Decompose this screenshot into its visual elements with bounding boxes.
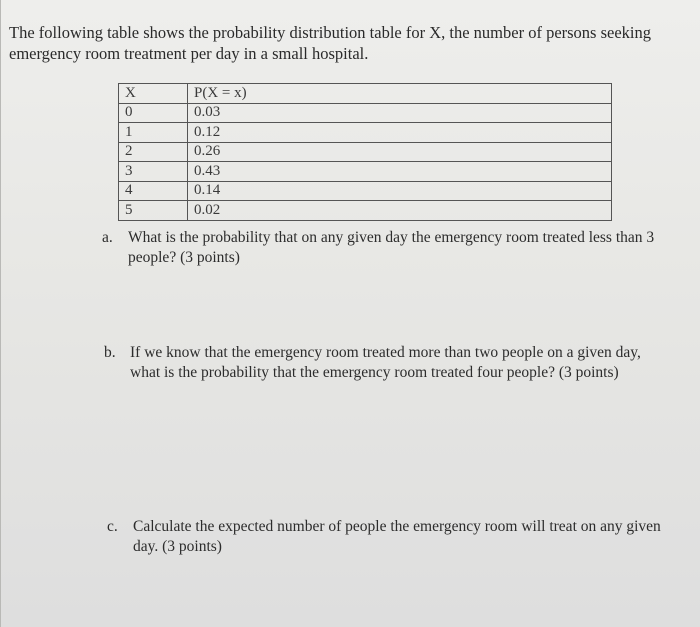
- probability-value: 0.26: [188, 142, 612, 162]
- probability-value: 0.12: [188, 123, 612, 143]
- probability-value: 0.43: [188, 162, 612, 182]
- probability-table: [118, 83, 612, 221]
- probability-value: 0.03: [188, 103, 612, 123]
- probability-value: 0.14: [188, 181, 612, 201]
- table-row: [119, 103, 612, 123]
- question-a-label: a.: [102, 229, 113, 246]
- table-row: [119, 123, 612, 143]
- question-a-text: What is the probability that on any given day the emergency room treated less than 3 people? (3 points): [128, 229, 655, 266]
- table-row: [119, 162, 612, 182]
- x-value: 4: [119, 181, 188, 201]
- probability-value: 0.02: [188, 201, 612, 221]
- header-probability: P(X = x): [188, 84, 612, 104]
- question-b-label: b.: [104, 344, 116, 361]
- table-row: [119, 142, 612, 162]
- x-value: 3: [119, 162, 188, 182]
- x-value: 5: [119, 201, 188, 221]
- x-value: 2: [119, 142, 188, 162]
- x-value: 0: [119, 103, 188, 123]
- header-x: X: [119, 84, 188, 104]
- table-row: [119, 201, 612, 221]
- question-c-label: c.: [107, 518, 118, 535]
- x-value: 1: [119, 123, 188, 143]
- table-row: [119, 181, 612, 201]
- question-b-text: If we know that the emergency room treated more than two people on a given day, what is the probability that the emergency room treated four people? (3 points): [130, 344, 641, 381]
- table-header-row: [119, 84, 612, 104]
- intro-paragraph: The following table shows the probability distribution table for X, the number of persons seeking emergency room treatment per day in a small hospital.: [9, 23, 652, 63]
- question-c-text: Calculate the expected number of people the emergency room will treat on any given day. (3 points): [133, 518, 661, 555]
